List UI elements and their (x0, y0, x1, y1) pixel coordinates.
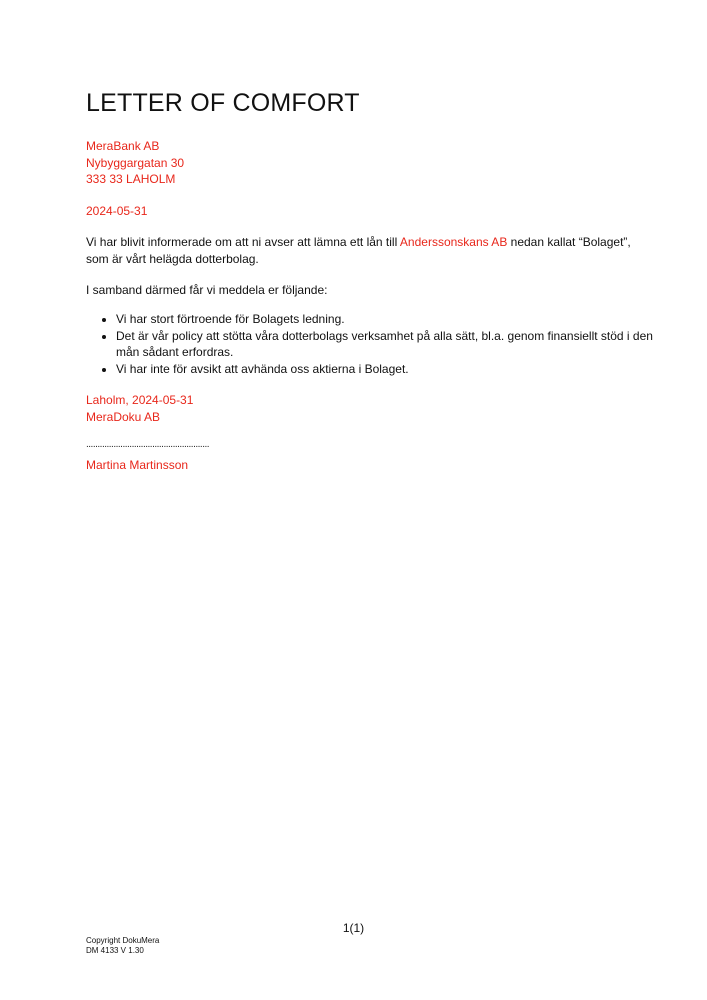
letter-date: 2024-05-31 (86, 204, 148, 218)
recipient-name: MeraBank AB (86, 139, 160, 153)
list-item: • Vi har stort förtroende för Bolagets ledning. (116, 311, 656, 328)
intro-text-start: Vi har blivit informerade om att ni avser att lämna ett lån till (86, 235, 400, 249)
recipient-address (86, 138, 184, 188)
statement-paragraph: I samband därmed får vi meddela er följande: (86, 283, 328, 297)
list-item: • Vi har inte för avsikt att avhända oss aktierna i Bolaget. (116, 361, 656, 378)
list-item: • Det är vår policy att stötta våra dotterbolags verksamhet på alla sätt, bl.a. genom finansiellt stöd i den mån sådant erfordras. (116, 328, 656, 361)
intro-paragraph (86, 234, 631, 267)
signoff-company: MeraDoku AB (86, 409, 161, 424)
commitment-list (86, 311, 656, 377)
intro-text-end: nedan kallat “Bolaget”, som är vårt helägda dotterbolag. (86, 235, 631, 266)
recipient-postal: 333 33 LAHOLM (86, 172, 176, 186)
signer-name: Martina Martinsson (86, 458, 189, 472)
footer-copyright: Copyright DokuMera (86, 936, 160, 945)
recipient-street: Nybyggargatan 30 (86, 155, 185, 170)
signoff-place-date: Laholm, 2024-05-31 (86, 393, 194, 407)
signoff (86, 392, 193, 425)
borrower-company: Anderssonskans AB (399, 235, 508, 249)
signature-line: ...................................................... (86, 439, 210, 450)
footer-version: DM 4133 V 1.30 (86, 946, 144, 955)
footer (86, 936, 159, 956)
page-number: 1(1) (342, 921, 365, 935)
document-title: LETTER OF COMFORT (86, 89, 360, 117)
